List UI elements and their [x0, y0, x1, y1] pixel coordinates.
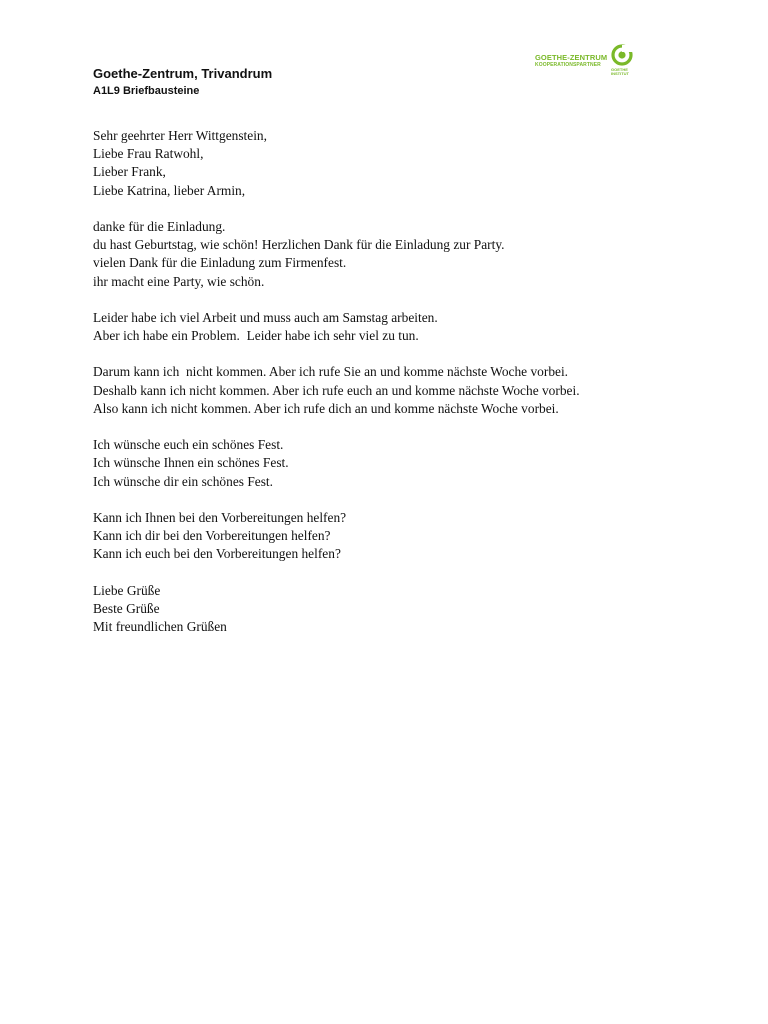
logo-wordmark [535, 54, 607, 68]
block-help [93, 509, 733, 564]
logo-line-1: GOETHE-ZENTRUM [535, 53, 608, 62]
text-line: du hast Geburtstag, wie schön! Herzlichen Dank für die Einladung zur Party. [93, 237, 505, 253]
text-line: Aber ich habe ein Problem. Leider habe ich sehr viel zu tun. [93, 328, 419, 344]
text-line: Sehr geehrter Herr Wittgenstein, [93, 128, 267, 143]
text-line: ihr macht eine Party, wie schön. [93, 273, 265, 289]
text-line: Beste Grüße [93, 600, 160, 616]
text-line: Lieber Frank, [93, 164, 166, 180]
text-line: Kann ich dir bei den Vorbereitungen helfen? [93, 528, 331, 544]
block-wishes [93, 436, 733, 491]
text-line: Leider habe ich viel Arbeit und muss auch am Samstag arbeiten. [93, 309, 438, 325]
text-line: Kann ich Ihnen bei den Vorbereitungen helfen? [93, 509, 347, 525]
logo-inst-line-2: INSTITUT [611, 71, 629, 77]
block-closings [93, 582, 733, 637]
goethe-zentrum-logo [535, 44, 635, 80]
document-title: Goethe-Zentrum, Trivandrum [93, 66, 273, 81]
text-line: Ich wünsche dir ein schönes Fest. [93, 473, 273, 489]
text-line: Ich wünsche euch ein schönes Fest. [93, 437, 284, 453]
document-subtitle: A1L9 Briefbausteine [93, 85, 200, 97]
text-line: vielen Dank für die Einladung zum Firmenfest. [93, 255, 347, 271]
text-line: Darum kann ich nicht kommen. Aber ich rufe Sie an und komme nächste Woche vorbei. [93, 364, 569, 380]
text-line: Deshalb kann ich nicht kommen. Aber ich rufe euch an und komme nächste Woche vorbei. [93, 382, 580, 398]
text-line: danke für die Einladung. [93, 218, 226, 234]
text-line: Liebe Katrina, lieber Armin, [93, 182, 246, 198]
block-decline [93, 363, 733, 418]
logo-institut-text [611, 68, 629, 76]
text-line: Ich wünsche Ihnen ein schönes Fest. [93, 455, 289, 471]
text-line: Mit freundlichen Grüßen [93, 619, 227, 635]
block-salutations [93, 127, 733, 200]
text-line: Kann ich euch bei den Vorbereitungen helfen? [93, 546, 341, 562]
letter-body [93, 127, 733, 654]
logo-line-2: KOOPERATIONSPARTNER [535, 61, 601, 68]
text-line: Liebe Frau Ratwohl, [93, 146, 204, 162]
block-problem [93, 309, 733, 345]
text-line: Also kann ich nicht kommen. Aber ich rufe dich an und komme nächste Woche vorbei. [93, 400, 559, 416]
block-thanks [93, 218, 733, 291]
text-line: Liebe Grüße [93, 582, 161, 598]
logo-inst-line-1: GOETHE [611, 67, 628, 72]
